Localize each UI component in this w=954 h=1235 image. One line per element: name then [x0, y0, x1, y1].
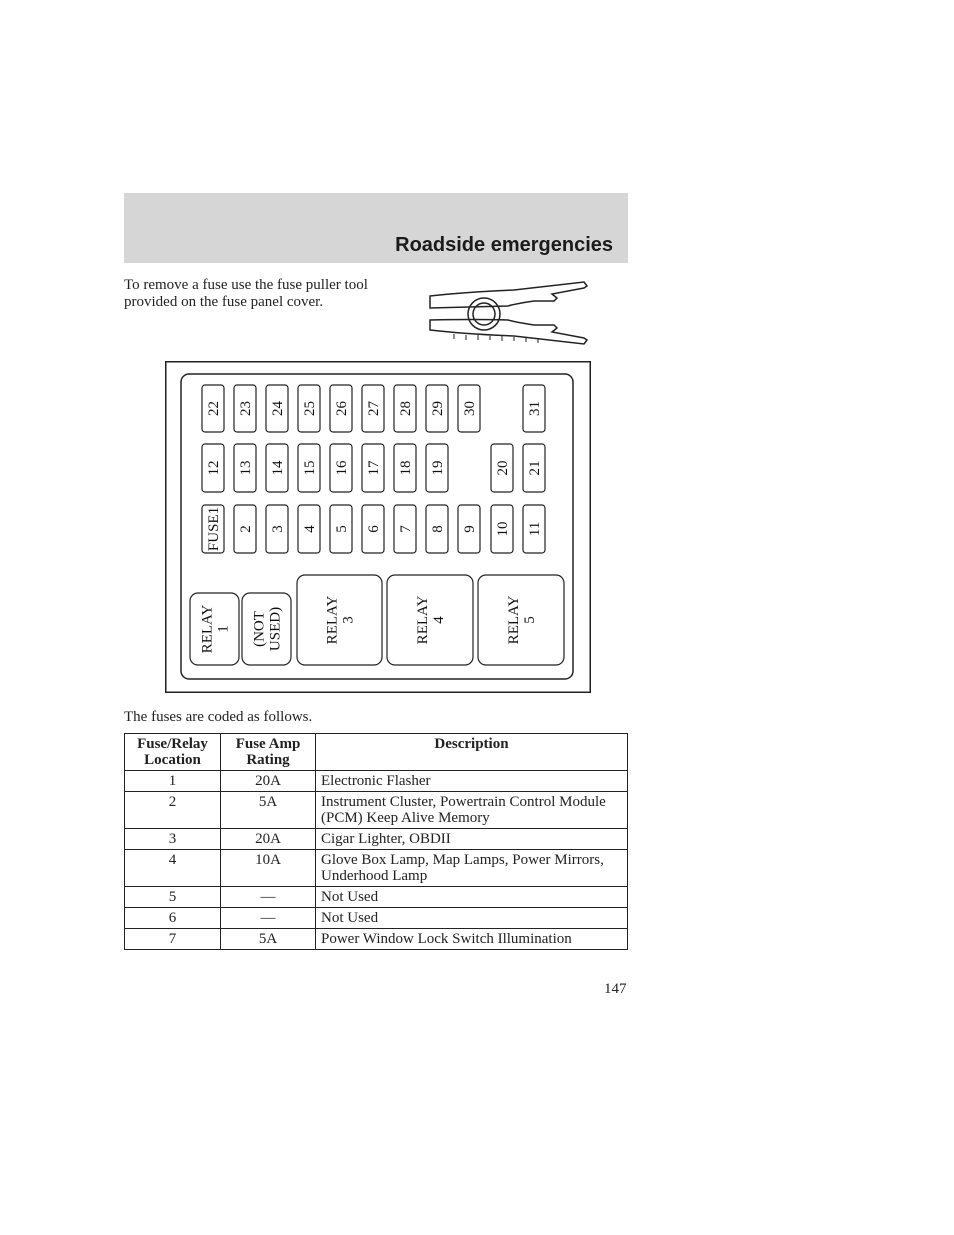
table-row [125, 908, 628, 929]
cell-amp: 20A [221, 771, 316, 792]
relay-not-used-label: (NOTUSED) [251, 606, 284, 652]
fuse-label-22: 22 [206, 401, 222, 416]
cell-description: Instrument Cluster, Powertrain Control Module (PCM) Keep Alive Memory [316, 792, 628, 829]
fuse-label-29: 29 [430, 401, 446, 416]
cell-description: Power Window Lock Switch Illumination [316, 929, 628, 950]
cell-location: 4 [125, 850, 221, 887]
fuse-label-30: 30 [462, 401, 478, 416]
fuse-label-7: 7 [398, 525, 414, 533]
fuse-label-28: 28 [398, 401, 414, 416]
fuse-label-18: 18 [398, 460, 414, 476]
fuse-label-11: 11 [527, 521, 543, 537]
fuse-coding-intro: The fuses are coded as follows. [124, 709, 313, 725]
header-description: Description [316, 734, 628, 771]
fuse-label-14: 14 [270, 460, 286, 476]
section-title: Roadside emergencies [395, 234, 613, 256]
table-row [125, 887, 628, 908]
section-header [124, 193, 628, 263]
fuse-label-19: 19 [430, 460, 446, 476]
cell-amp: 10A [221, 850, 316, 887]
fuse-label-15: 15 [302, 460, 318, 476]
cell-amp: 5A [221, 792, 316, 829]
fuse-label-31: 31 [527, 401, 543, 416]
fuse-puller-illustration [424, 280, 594, 346]
relay-1-label: RELAY1 [199, 604, 232, 654]
fuse-label-23: 23 [238, 401, 254, 416]
fuse-label-27: 27 [366, 401, 382, 416]
cell-description: Not Used [316, 908, 628, 929]
fuse-table [124, 733, 628, 950]
fuse-label-25: 25 [302, 401, 318, 416]
table-row [125, 829, 628, 850]
fuse-label-3: 3 [270, 525, 286, 533]
relay-4-label: RELAY4 [415, 595, 447, 645]
table-row [125, 771, 628, 792]
cell-location: 6 [125, 908, 221, 929]
table-header-row [125, 734, 628, 771]
cell-amp: 20A [221, 829, 316, 850]
fuse-label-10: 10 [495, 521, 511, 537]
header-location: Fuse/Relay Location [125, 734, 221, 771]
fuse-label-12: 12 [206, 460, 222, 476]
fuse-label-8: 8 [430, 525, 446, 533]
fuse-panel-diagram [165, 361, 591, 693]
fuse-label-24: 24 [270, 401, 286, 416]
header-amp: Fuse Amp Rating [221, 734, 316, 771]
table-row [125, 850, 628, 887]
cell-location: 7 [125, 929, 221, 950]
cell-location: 3 [125, 829, 221, 850]
page-number: 147 [604, 981, 627, 997]
cell-amp: — [221, 908, 316, 929]
cell-location: 2 [125, 792, 221, 829]
table-row [125, 929, 628, 950]
cell-amp: 5A [221, 929, 316, 950]
cell-location: 5 [125, 887, 221, 908]
cell-location: 1 [125, 771, 221, 792]
fuse-label-4: 4 [302, 525, 318, 533]
cell-amp: — [221, 887, 316, 908]
fuse-label-6: 6 [366, 525, 382, 533]
fuse-label-2: 2 [238, 525, 254, 533]
cell-description: Cigar Lighter, OBDII [316, 829, 628, 850]
fuse-label-26: 26 [334, 401, 350, 416]
fuse-label-21: 21 [527, 460, 543, 476]
fuse-label-5: 5 [334, 525, 350, 533]
cell-description: Not Used [316, 887, 628, 908]
fuse-label-20: 20 [495, 460, 511, 476]
relay-5-label: RELAY5 [506, 595, 538, 645]
table-row [125, 792, 628, 829]
fuse-label-16: 16 [334, 460, 350, 476]
fuse-label-13: 13 [238, 460, 254, 476]
intro-text: To remove a fuse use the fuse puller tool provided on the fuse panel cover. [124, 277, 368, 310]
fuse-label-1: FUSE1 [206, 506, 222, 552]
fuse-label-17: 17 [366, 460, 382, 476]
fuse-label-9: 9 [462, 525, 478, 533]
relay-3-label: RELAY3 [324, 595, 357, 645]
cell-description: Glove Box Lamp, Map Lamps, Power Mirrors, Underhood Lamp [316, 850, 628, 887]
cell-description: Electronic Flasher [316, 771, 628, 792]
